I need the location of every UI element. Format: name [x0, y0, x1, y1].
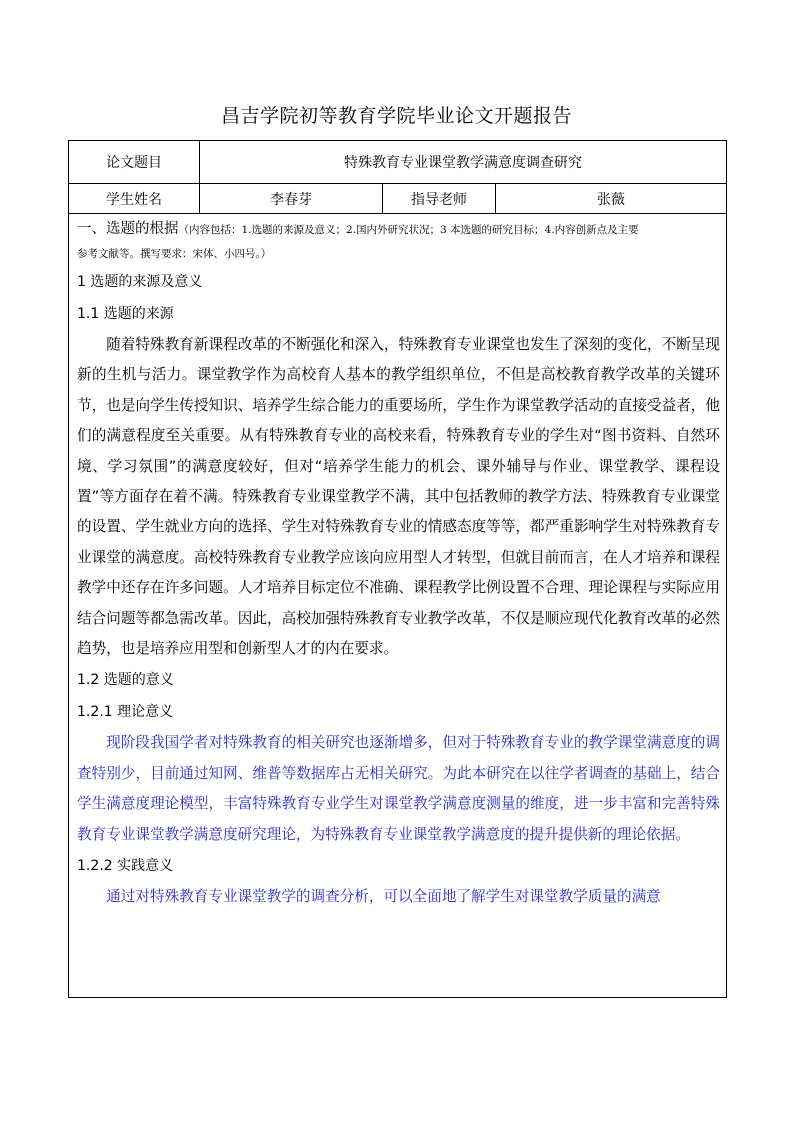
student-row: [69, 184, 727, 214]
paragraph-theory: 现阶段我国学者对特殊教育的相关研究也逐渐增多，但对于特殊教育专业的教学课堂满意度的调查特别少，目前通过知网、维普等数据库占无相关研究。为此本研究在以往学者调查的基础上，结合学生满意度理论模型，丰富特殊教育专业学生对课堂教学满意度测量的维度，进一步丰富和完善特殊教育专业课堂教学满意度研究理论，为特殊教育专业课堂教学满意度的提升提供新的理论依据。: [77, 734, 721, 843]
heading-1-2-1: 1.2.1 理论意义: [77, 704, 174, 721]
heading-1-2: 1.2 选题的意义: [77, 672, 174, 689]
document-title: 昌吉学院初等教育学院毕业论文开题报告: [220, 105, 572, 127]
paragraph-practice: 通过对特殊教育专业课堂教学的调查分析，可以全面地了解学生对课堂教学质量的满意: [106, 888, 661, 906]
body-row: [69, 214, 727, 998]
section-heading: 一、选题的根据: [77, 221, 179, 237]
proposal-form-table: [68, 140, 727, 998]
topic-label: 论文题目: [69, 141, 200, 184]
body-content: [77, 214, 720, 913]
heading-1-2-2: 1.2.2 实践意义: [77, 858, 174, 875]
student-value: 李春芽: [200, 184, 383, 214]
topic-row: [69, 141, 727, 184]
heading-1-1: 1.1 选题的来源: [77, 306, 174, 322]
body-cell: [69, 214, 727, 998]
student-label: 学生姓名: [69, 184, 200, 214]
section-note-continued: 参考文献等。撰写要求：宋体、小四号。）: [77, 248, 272, 260]
topic-value: 特殊教育专业课堂教学满意度调查研究: [200, 141, 727, 184]
paragraph-source: 随着特殊教育新课程改革的不断强化和深入，特殊教育专业课堂也发生了深刻的变化，不断呈现新的生机与活力。课堂教学作为高校育人基本的教学组织单位，不但是高校教育教学改革的关键环节，也是向学生传授知识、培养学生综合能力的重要场所，学生作为课堂教学活动的直接受益者，他们的满意程度至关重要。从有特殊教育专业的高校来看，特殊教育专业的学生对“图书资料、自然环境、学习氛围”的满意度较好，但对“培养学生能力的机会、课外辅导与作业、课堂教学、课程设置”等方面存在着不满。特殊教育专业课堂教学不满，其中包括教师的教学方法、特殊教育专业课堂的设置、学生就业方向的选择、学生对特殊教育专业的情感态度等等，都严重影响学生对特殊教育专业课堂的满意度。高校特殊教育专业教学应该向应用型人才转型，但就目前而言，在人才培养和课程教学中还存在许多问题。人才培养目标定位不准确、课程教学比例设置不合理、理论课程与实际应用结合问题等都急需改革。因此，高校加强特殊教育专业教学改革，不仅是顺应现代化教育改革的必然趋势，也是培养应用型和创新型人才的内在要求。: [77, 336, 721, 658]
section-note: （内容包括：1.选题的来源及意义；2.国内外研究状况；3 本选题的研究目标；4.内容创新点及主要: [178, 224, 639, 236]
advisor-label: 指导老师: [383, 184, 496, 214]
heading-1: 1 选题的来源及意义: [77, 274, 203, 290]
advisor-value: 张薇: [496, 184, 727, 214]
